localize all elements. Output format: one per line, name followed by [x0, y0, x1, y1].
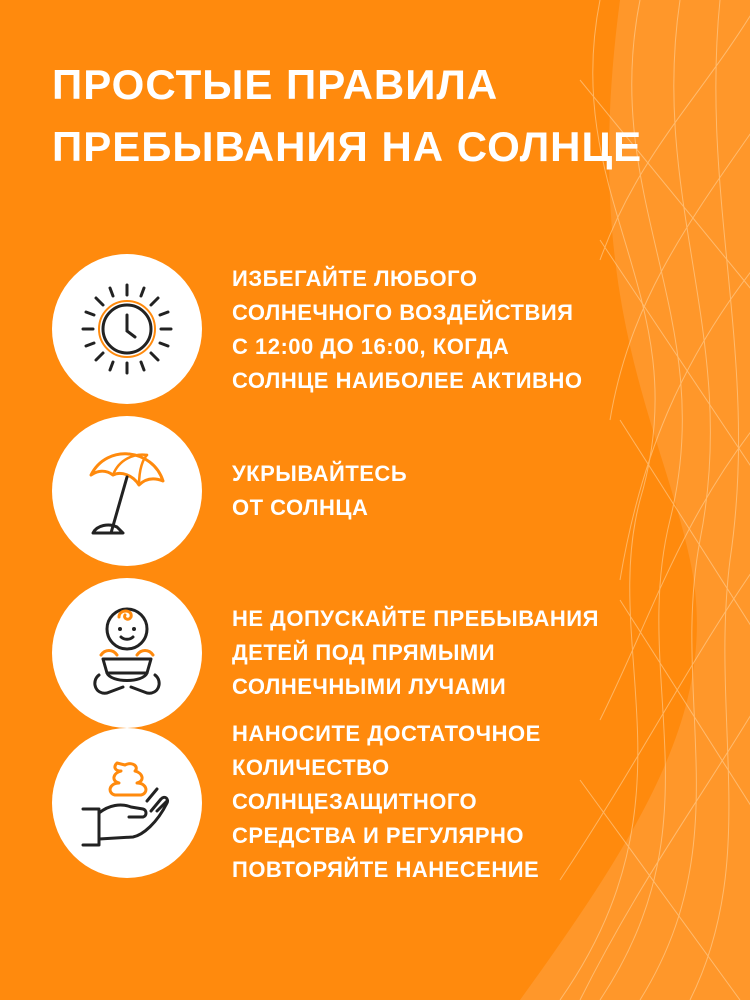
rule-line: УКРЫВАЙТЕСЬ [232, 461, 408, 486]
rule-line: СОЛНЦЕЗАЩИТНОГО [232, 789, 478, 814]
rule-line: ДЕТЕЙ ПОД ПРЯМЫМИ [232, 640, 496, 665]
rule-item-avoid-sun [52, 254, 682, 404]
rule-item-sunscreen [52, 721, 682, 882]
rule-text [232, 717, 541, 887]
sun-clock-icon [77, 279, 177, 379]
icon-circle [52, 728, 202, 878]
rule-line: С 12:00 ДО 16:00, КОГДА [232, 334, 510, 359]
rule-line: ПОВТОРЯЙТЕ НАНЕСЕНИЕ [232, 857, 540, 882]
rule-text [232, 602, 599, 704]
title-line-2: ПРЕБЫВАНИЯ НА СОЛНЦЕ [52, 123, 643, 170]
rule-line: НАНОСИТЕ ДОСТАТОЧНОЕ [232, 721, 541, 746]
beach-umbrella-icon [77, 441, 177, 541]
baby-icon [77, 603, 177, 703]
hand-cream-icon [77, 753, 177, 853]
rule-line: ОТ СОЛНЦА [232, 495, 369, 520]
rule-item-children [52, 578, 682, 728]
icon-circle [52, 416, 202, 566]
rule-line: ИЗБЕГАЙТЕ ЛЮБОГО [232, 266, 478, 291]
title-line-1: ПРОСТЫЕ ПРАВИЛА [52, 61, 499, 108]
rule-text [232, 457, 407, 525]
rule-line: НЕ ДОПУСКАЙТЕ ПРЕБЫВАНИЯ [232, 606, 599, 631]
rule-line: СОЛНЕЧНОГО ВОЗДЕЙСТВИЯ [232, 300, 574, 325]
rule-line: СОЛНЦЕ НАИБОЛЕЕ АКТИВНО [232, 368, 583, 393]
rule-text [232, 262, 582, 398]
rule-item-shade [52, 416, 682, 566]
icon-circle [52, 578, 202, 728]
rule-line: КОЛИЧЕСТВО [232, 755, 390, 780]
icon-circle [52, 254, 202, 404]
rule-line: СРЕДСТВА И РЕГУЛЯРНО [232, 823, 524, 848]
rule-line: СОЛНЕЧНЫМИ ЛУЧАМИ [232, 674, 507, 699]
page-title [52, 54, 642, 178]
